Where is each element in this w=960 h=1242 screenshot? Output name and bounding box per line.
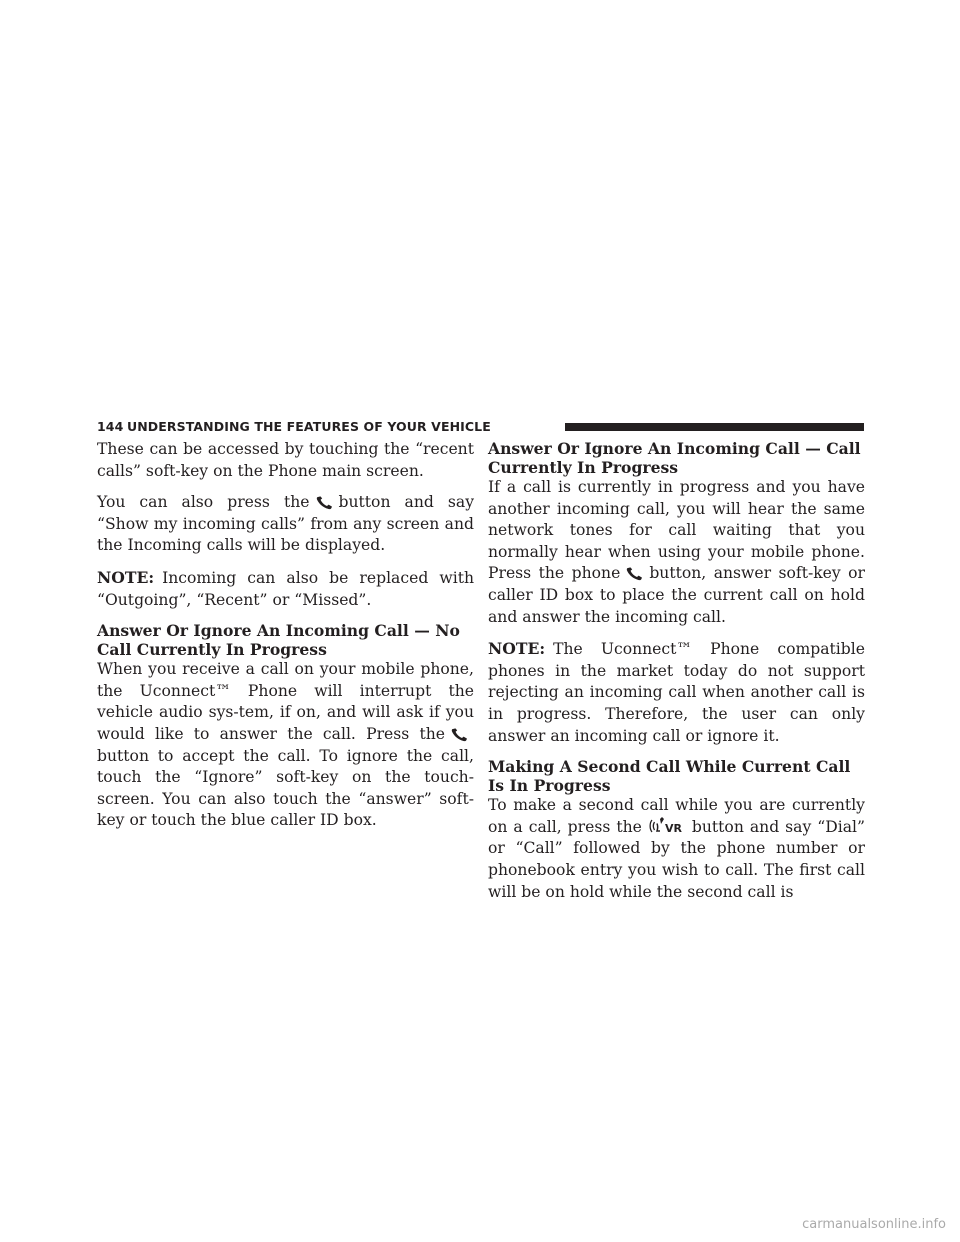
note-incoming (97, 567, 474, 611)
paragraph-answer-ignore-start: When you receive a call on your mobile phone, the Uconnect™ Phone will interrupt the vehicle audio sys-tem, if on, and will ask if you would like to answer the call. Press the (97, 660, 474, 743)
heading-second-call: Making A Second Call While Current Call Is In Progress (488, 757, 851, 796)
paragraph-second-call-start: To make a second call while you are currently on a call, press the (488, 796, 865, 836)
note-label: NOTE: (97, 567, 155, 587)
paragraph-show-incoming-start: You can also press the (97, 493, 310, 512)
paragraph-recent-calls: These can be accessed by touching the “recent calls” soft-key on the Phone main screen. (97, 440, 474, 480)
paragraph-show-incoming-end: button and say “Show my incoming calls” from any screen and the Incoming calls will be displayed. (97, 493, 475, 555)
paragraph-call-waiting-start: If a call is currently in progress and you have another incoming call, you will hear the same network tones for call waiting that you normally hear when using your mobile phone. Press the phone (488, 478, 865, 583)
paragraph-second-call-end: button and say “Dial” or “Call” followed by the phone number or phonebook entry you wish to call. The first call will be on hold while the second call is (488, 817, 865, 901)
phone-icon (626, 567, 643, 581)
note-compatible-phones (488, 638, 865, 747)
watermark: carmanualsonline.info (802, 1217, 946, 1232)
page-header (97, 418, 865, 436)
page-number: 144 (97, 419, 124, 434)
section-title: UNDERSTANDING THE FEATURES OF YOUR VEHICLE (127, 419, 491, 434)
paragraph-second-call (488, 795, 865, 903)
right-column (488, 439, 865, 913)
paragraph-answer-ignore (97, 659, 474, 832)
note-text: The Uconnect™ Phone compatible phones in the market today do not support rejecting an incoming call when another call is in progress. Therefore, the user can only answer an incoming call or ignore it. (488, 640, 865, 745)
note-text: Incoming can also be replaced with “Outgoing”, “Recent” or “Missed”. (97, 568, 474, 609)
phone-icon (451, 728, 468, 742)
note-label: NOTE: (488, 639, 546, 659)
phone-icon (316, 496, 333, 510)
svg-text:VR: VR (664, 821, 682, 835)
heading-call-in-progress: Answer Or Ignore An Incoming Call — Call Currently In Progress (488, 439, 861, 477)
paragraph-answer-ignore-end: button to accept the call. To ignore the call, touch the “Ignore” soft-key on the touch-screen. You can also touch the “answer” soft-key or touch the blue caller ID box. (97, 746, 474, 830)
paragraph-show-incoming (97, 492, 474, 557)
paragraph-call-waiting (488, 477, 865, 628)
heading-no-call-in-progress: Answer Or Ignore An Incoming Call — No Call Currently In Progress (97, 621, 460, 660)
paragraph-call-waiting-end: button, answer soft-key or caller ID box to place the current call on hold and answer the incoming call. (488, 564, 866, 626)
left-column (97, 439, 474, 842)
header-rule (565, 423, 864, 431)
voice-recognition-icon (648, 817, 686, 835)
